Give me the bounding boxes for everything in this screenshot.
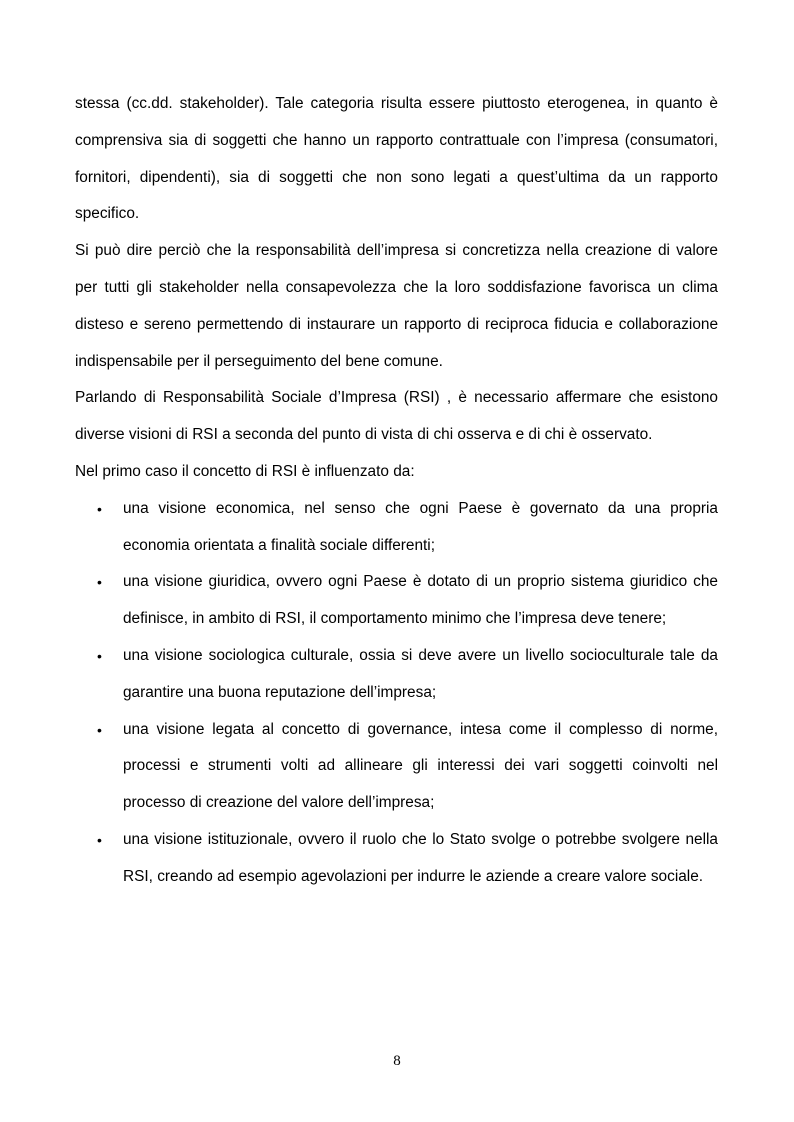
paragraph-value-creation: Si può dire perciò che la responsabilità dell’impresa si concretizza nella creazione di valore per tutti gli stakeholder nella consapevolezza che la loro soddisfazione favorisca un clima disteso e sereno permettendo di instaurare un rapporto di reciproca fiducia e collaborazione indispensabile per il perseguimento del bene comune.	[75, 242, 718, 370]
paragraph-stakeholder-definition: stessa (cc.dd. stakeholder). Tale categoria risulta essere piuttosto eterogenea, in quanto è comprensiva sia di soggetti che hanno un rapporto contrattuale con l’impresa (consumatori, fornitori, dipendenti), sia di soggetti che non sono legati a quest’ultima da un rapporto specifico.	[75, 95, 718, 223]
list-item-text: una visione economica, nel senso che ogni Paese è governato da una propria economia orientata a finalità sociale differenti;	[123, 499, 718, 554]
bullet-icon: •	[97, 721, 102, 738]
page-number: 8	[393, 1053, 401, 1069]
list-item-text: una visione sociologica culturale, ossia si deve avere un livello socioculturale tale da garantire una buona reputazione dell’impresa;	[123, 646, 718, 701]
bullet-icon: •	[97, 500, 102, 517]
paragraph-list-intro: Nel primo caso il concetto di RSI è influenzato da:	[75, 462, 415, 480]
page-body	[75, 86, 718, 896]
list-item-text: una visione giuridica, ovvero ogni Paese è dotato di un proprio sistema giuridico che definisce, in ambito di RSI, il comportamento minimo che l’impresa deve tenere;	[123, 573, 718, 628]
bullet-icon: •	[97, 574, 102, 591]
rsi-visions-list	[75, 491, 718, 896]
list-item-sociological	[75, 638, 718, 712]
list-item-governance	[75, 712, 718, 822]
bullet-icon: •	[97, 831, 102, 848]
bullet-icon: •	[97, 647, 102, 664]
list-item-legal	[75, 564, 718, 638]
list-item-institutional	[75, 822, 718, 896]
list-item-economic	[75, 491, 718, 565]
list-item-text: una visione legata al concetto di governance, intesa come il complesso di norme, processi e strumenti volti ad allineare gli interessi dei vari soggetti coinvolti nel processo di creazione del valore dell’impresa;	[123, 720, 718, 812]
paragraph-rsi-visions: Parlando di Responsabilità Sociale d’Impresa (RSI) , è necessario affermare che esistono diverse visioni di RSI a seconda del punto di vista di chi osserva e di chi è osservato.	[75, 389, 718, 444]
list-item-text: una visione istituzionale, ovvero il ruolo che lo Stato svolge o potrebbe svolgere nella RSI, creando ad esempio agevolazioni per indurre le aziende a creare valore sociale.	[123, 830, 718, 885]
